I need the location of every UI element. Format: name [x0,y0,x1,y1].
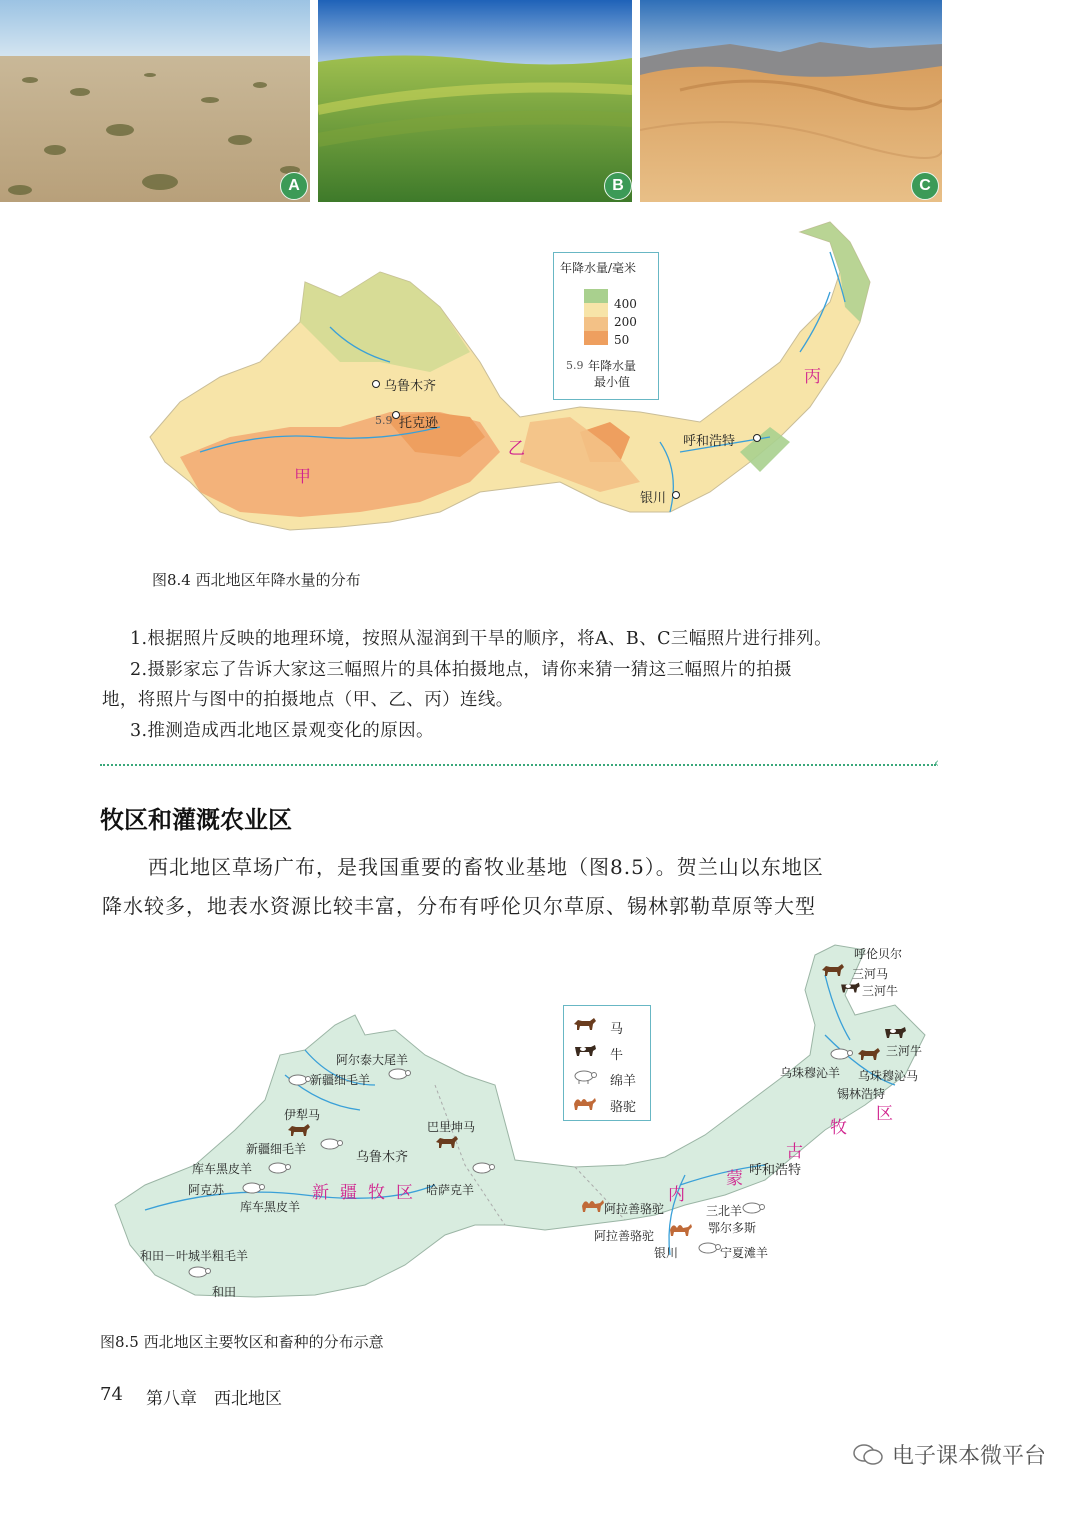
camel-icon [668,1220,694,1238]
region-yi: 乙 [508,439,525,459]
region-xinjiang-4: 区 [396,1183,413,1203]
label-yinchuan: 银川 [654,1246,679,1260]
legend-sheep: 绵羊 [610,1074,637,1089]
label-hotan: 和田 [212,1285,237,1299]
photo-a [0,0,310,202]
wechat-icon [852,1442,884,1468]
label-yili-horse: 伊犁马 [284,1108,321,1122]
region-neimenggu-5: 区 [876,1104,893,1124]
region-xinjiang-1: 新 [312,1183,329,1203]
livestock-legend [563,1005,651,1121]
legend-swatch-400 [584,289,608,303]
horse-icon [286,1122,312,1140]
precipitation-legend [553,252,659,400]
photo-a-badge: A [280,172,308,200]
label-balikun-horse: 巴里坤马 [427,1120,476,1134]
question-2-continued: 地，将照片与图中的拍摄地点（甲、乙、丙）连线。 [102,690,514,710]
figure-8-4-caption: 图8.4 西北地区年降水量的分布 [152,571,361,589]
region-neimenggu-4: 牧 [830,1118,847,1138]
region-neimenggu-3: 古 [786,1142,803,1162]
cattle-icon [572,1042,598,1060]
paragraph-line-2: 降水较多，地表水资源比较丰富，分布有呼伦贝尔草原、锡林郭勒草原等大型 [102,894,816,918]
dotted-divider [100,764,936,766]
city-urumqi: 乌鲁木齐 [384,379,437,394]
region-xinjiang-2: 疆 [340,1183,357,1203]
label-kuqa-lamb-1: 库车黑皮羊 [192,1162,253,1176]
city-hohhot: 呼和浩特 [683,434,736,449]
region-xinjiang-3: 牧 [368,1183,385,1203]
label-xinjiang-fine-wool-2: 新疆细毛羊 [246,1142,307,1156]
horse-icon [434,1134,460,1152]
legend-value-200: 200 [614,315,637,329]
sheep-icon [572,1068,598,1086]
label-aksu: 阿克苏 [188,1183,225,1197]
question-3: 3.推测造成西北地区景观变化的原因。 [130,721,434,741]
camel-icon [580,1196,606,1214]
legend-value-400: 400 [614,297,637,311]
legend-min-label2: 最小值 [594,375,631,389]
watermark-text: 电子课本微平台 [891,1444,1046,1469]
label-altay-sheep: 阿尔泰大尾羊 [336,1053,409,1067]
divider-end-mark: ‹ [934,756,940,771]
camel-icon [572,1094,598,1112]
label-sanhe-cattle-2: 三河牛 [886,1044,923,1058]
paragraph-line-1: 西北地区草场广布，是我国重要的畜牧业基地（图8.5）。贺兰山以东地区 [148,855,824,879]
figure-8-5-caption: 图8.5 西北地区主要牧区和畜种的分布示意 [100,1333,384,1351]
legend-swatch-200 [584,303,608,317]
sheep-icon [186,1264,212,1282]
section-heading: 牧区和灌溉农业区 [100,806,292,834]
legend-cattle: 牛 [610,1048,624,1063]
region-jia: 甲 [294,467,311,487]
sheep-icon [696,1240,722,1258]
label-hotan-sheep: 和田－叶城半粗毛羊 [140,1249,249,1263]
horse-icon [856,1046,882,1064]
legend-value-50: 50 [614,333,630,347]
label-urumqi: 乌鲁木齐 [356,1150,409,1165]
legend-swatch-50 [584,317,608,331]
label-hulunbuir: 呼伦贝尔 [854,947,903,961]
region-bing: 丙 [804,367,821,387]
legend-min-label: 年降水量 [588,359,637,373]
region-neimenggu-2: 蒙 [726,1169,743,1189]
label-sanbei-sheep: 三北羊 [706,1204,743,1218]
question-1: 1.根据照片反映的地理环境，按照从湿润到干旱的顺序，将A、B、C三幅照片进行排列。 [130,629,832,649]
label-ujimqin-horse: 乌珠穆沁马 [858,1069,919,1083]
page-number: 74 [100,1384,123,1405]
sheep-icon [318,1136,344,1154]
region-neimenggu-1: 内 [668,1185,685,1205]
label-sanhe-horse: 三河马 [852,967,889,981]
label-ningxia-tan: 宁夏滩羊 [720,1246,769,1260]
label-xilinhot: 锡林浩特 [837,1087,886,1101]
sheep-icon [828,1046,854,1064]
label-ordos: 鄂尔多斯 [708,1221,757,1235]
sheep-icon [470,1160,496,1178]
chapter-title: 第八章 西北地区 [146,1389,282,1409]
legend-min-value: 5.9 [566,359,584,372]
legend-title: 年降水量/毫米 [560,261,637,275]
legend-swatch-min [584,331,608,345]
city-toksun: 托克逊 [399,416,439,431]
label-sanhe-cattle: 三河牛 [862,984,899,998]
cattle-icon [882,1024,908,1042]
photo-b-badge: B [604,172,632,200]
toksun-value: 5.9 [375,414,393,427]
sheep-icon [266,1160,292,1178]
cattle-icon [838,980,862,996]
label-xinjiang-fine-wool-1: 新疆细毛羊 [310,1073,371,1087]
legend-camel: 骆驼 [610,1100,637,1115]
photo-c [640,0,942,202]
precipitation-map [140,212,900,542]
sheep-icon [286,1072,312,1090]
label-ujimqin-sheep: 乌珠穆沁羊 [780,1066,841,1080]
sheep-icon [386,1066,412,1084]
label-alxa-camel-1: 阿拉善骆驼 [604,1202,665,1216]
label-alxa-camel-2: 阿拉善骆驼 [594,1229,655,1243]
question-2: 2.摄影家忘了告诉大家这三幅照片的具体拍摄地点，请你来猜一猜这三幅照片的拍摄 [130,660,792,680]
watermark [852,1439,1046,1470]
horse-icon [820,962,846,980]
photo-b [318,0,632,202]
legend-horse: 马 [610,1022,624,1037]
sheep-icon [740,1200,766,1218]
label-kazakh-sheep: 哈萨克羊 [426,1183,475,1197]
sheep-icon [240,1180,266,1198]
city-yinchuan: 银川 [640,491,667,506]
photo-c-badge: C [911,172,939,200]
horse-icon [572,1016,598,1034]
label-hohhot: 呼和浩特 [749,1163,802,1178]
label-kuqa-lamb-2: 库车黑皮羊 [240,1200,301,1214]
